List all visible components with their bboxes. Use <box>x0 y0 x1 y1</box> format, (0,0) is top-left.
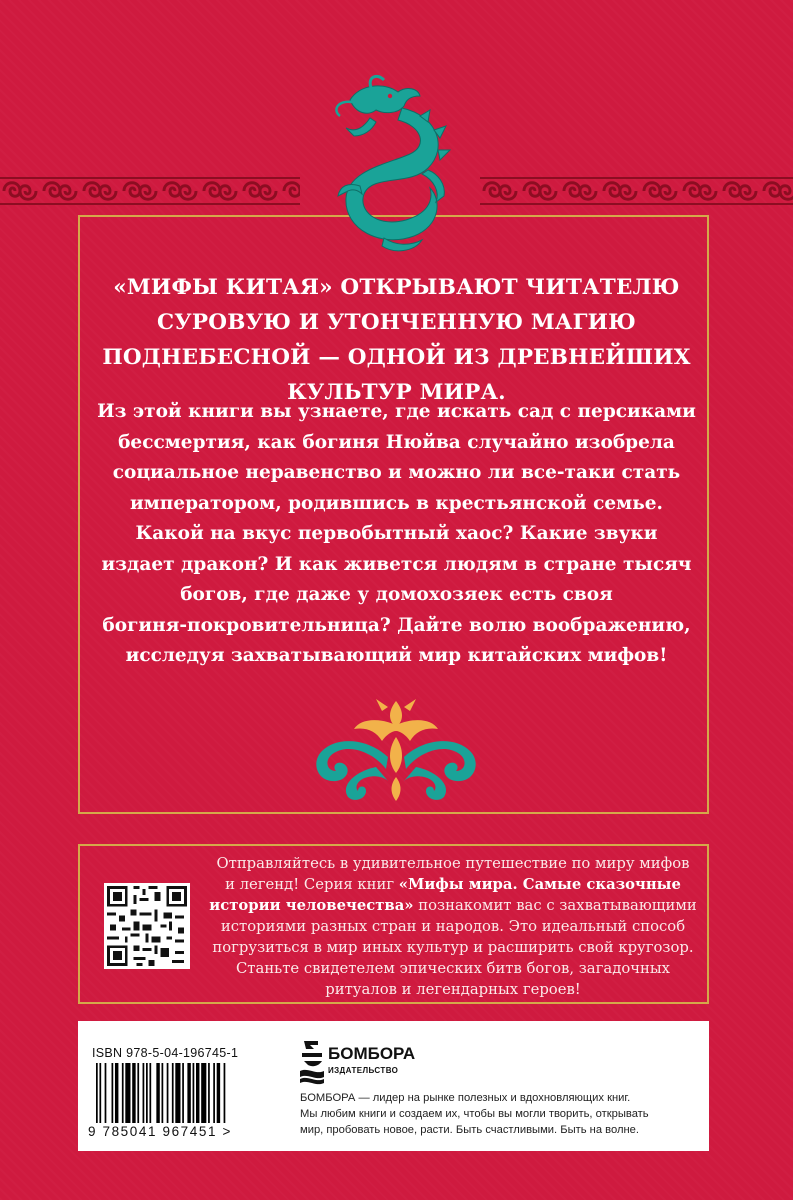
lead-line: «МИФЫ КИТАЯ» ОТКРЫВАЮТ ЧИТАТЕЛЮ <box>113 275 680 300</box>
cloud-scroll-ornament-right <box>480 174 793 208</box>
series-title: «Мифы мира. Самые сказочные <box>398 876 681 893</box>
cloud-ornament-icon <box>296 697 496 805</box>
description-paragraph <box>80 397 713 672</box>
series-line: погрузиться в мир иных культур и расширить свой кругозор. <box>212 939 694 956</box>
series-line <box>206 874 700 895</box>
lead-paragraph <box>80 270 713 410</box>
about-line: Мы любим книги и создаем их, чтобы вы могли творить, открывать <box>300 1108 649 1120</box>
barcode <box>96 1063 278 1123</box>
series-description <box>206 853 700 1000</box>
series-text: познакомит вас с захватывающими <box>413 897 697 914</box>
body-line: социальное неравенство и можно ли все-таки стать <box>112 462 681 483</box>
body-line: бессмертия, как богиня Нюйва случайно изобрела <box>118 431 675 453</box>
publisher-name: БОМБОРА <box>328 1044 416 1063</box>
series-text: и легенд! Серия книг <box>225 876 399 893</box>
isbn-label: ISBN 978-5-04-196745-1 <box>92 1046 239 1060</box>
series-line: историями разных стран и народов. Это идеальный способ <box>220 918 686 935</box>
series-title: истории человечества» <box>209 897 414 914</box>
qr-code-icon[interactable] <box>104 883 190 969</box>
body-line: исследуя захватывающий мир китайских мифов! <box>125 645 668 666</box>
about-line: БОМБОРА — лидер на рынке полезных и вдохновляющих книг. <box>300 1092 631 1104</box>
body-line: Какой на вкус первобытный хаос? Какие звуки <box>135 523 658 544</box>
body-line: Из этой книги вы узнаете, где искать сад с персиками <box>97 401 696 422</box>
lead-line: СУРОВУЮ И УТОНЧЕННУЮ МАГИЮ <box>156 310 637 335</box>
publisher-about <box>300 1090 700 1138</box>
body-line: издает дракон? И как живется людям в стране тысяч <box>101 553 692 575</box>
series-line: Отправляйтесь в удивительное путешествие по миру мифов <box>216 855 690 872</box>
body-line: богов, где даже у домохозяек есть своя <box>180 584 613 605</box>
series-line: ритуалов и легендарных героев! <box>325 981 581 998</box>
body-line: императором, родившись в крестьянской семье. <box>130 492 663 514</box>
lead-line: КУЛЬТУР МИРА. <box>287 380 506 405</box>
body-line: богиня-покровительница? Дайте волю воображению, <box>102 614 691 636</box>
cloud-scroll-ornament-left <box>0 174 300 208</box>
publisher-subtitle: ИЗДАТЕЛЬСТВО <box>328 1066 399 1075</box>
series-line: Станьте свидетелем эпических битв богов, загадочных <box>235 960 670 977</box>
series-line <box>206 895 700 916</box>
barcode-number: 9 785041 967451 > <box>88 1124 232 1139</box>
about-line: мир, пробовать новое, расти. Быть счастливыми. Быть на волне. <box>300 1124 640 1136</box>
dragon-icon <box>310 70 480 255</box>
lead-line: ПОДНЕБЕСНОЙ — ОДНОЙ ИЗ ДРЕВНЕЙШИХ <box>102 345 691 370</box>
